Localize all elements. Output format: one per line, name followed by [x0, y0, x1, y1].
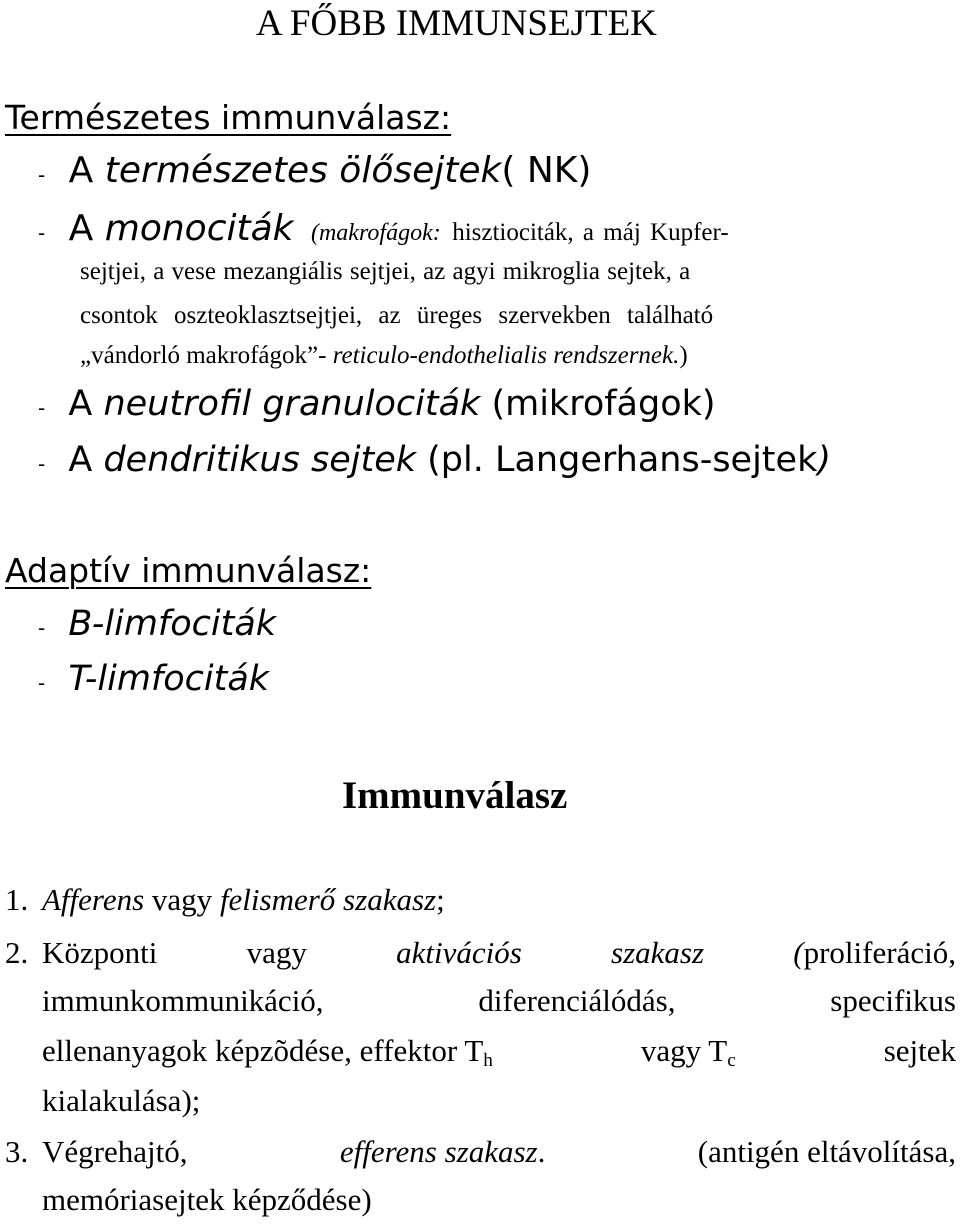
list-item-mono — [38, 208, 729, 249]
mono-line-1: hisztiociták, a máj Kupfer- — [452, 219, 729, 246]
bullet: - — [38, 616, 46, 640]
list-item-neutrofil — [38, 384, 716, 424]
b-cells: B-limfociták — [68, 604, 277, 644]
phase-2-proliferacio: proliferáció, — [803, 935, 956, 970]
nk-name: természetes ölősejtek — [104, 150, 502, 191]
phase-3-antigen: (antigén eltávolítása, — [697, 1134, 956, 1169]
list-item-b — [38, 604, 276, 644]
phase-2-sejtek: sejtek — [883, 1033, 956, 1068]
article: A — [68, 208, 94, 249]
phase-2-kozponti: Központi — [42, 935, 158, 970]
response-heading: Immunválasz — [342, 774, 568, 817]
bullet: - — [38, 163, 46, 187]
mono-line-4-plain: „vándorló makrofágok”- — [80, 342, 327, 369]
phase-2-line-1 — [42, 935, 956, 971]
subscript-h: h — [483, 1049, 493, 1071]
natural-heading: Természetes immunválasz: — [5, 98, 452, 137]
phase-2-paren: ( — [793, 935, 804, 970]
phase-2-vagy-t: vagy T — [640, 1033, 728, 1068]
phase-2-line-4: kialakulása); — [42, 1083, 201, 1118]
dendri-example: (pl. Langerhans-sejtek — [427, 440, 818, 480]
bullet: - — [38, 221, 46, 245]
dendri-close: ) — [817, 440, 831, 480]
phase-3-line-2: memóriasejtek képződése) — [42, 1182, 372, 1217]
phase-1-end: ; — [436, 882, 445, 917]
phase-1 — [42, 882, 445, 918]
list-item-nk — [38, 150, 591, 191]
phase-2-line-3 — [42, 1033, 956, 1069]
phase-3-vegrehajto: Végrehajtó, — [42, 1134, 188, 1169]
mono-name: monociták — [104, 208, 294, 249]
article: A — [68, 150, 94, 191]
phase-3-line-1 — [42, 1134, 956, 1170]
phase-3-number: 3. — [5, 1134, 29, 1169]
list-item-t — [38, 659, 269, 699]
mono-line-4 — [80, 342, 688, 370]
mono-line-4-close: ) — [679, 342, 688, 369]
phase-3-period: . — [537, 1134, 546, 1169]
mono-line-3: csontok oszteoklasztsejtjei, az üreges szervekben található — [80, 302, 714, 329]
t-cells: T-limfociták — [68, 659, 270, 699]
mono-line-4-italic: reticulo-endothelialis rendszernek. — [332, 342, 680, 369]
adaptive-heading: Adaptív immunválasz: — [5, 551, 372, 590]
list-item-dendritic — [38, 440, 831, 480]
makro-label: (makrofágok: — [310, 220, 441, 246]
phase-1-felismero: felismerő szakasz — [219, 882, 437, 917]
phase-1-number: 1. — [5, 882, 29, 917]
bullet: - — [38, 452, 46, 476]
nk-paren: ( NK) — [501, 150, 592, 191]
phase-2-aktivacios: aktivációs — [396, 935, 522, 970]
mono-line-2: sejtjei, a vese mezangiális sejtjei, az agyi mikroglia sejtek, a — [80, 258, 691, 285]
phase-1-vagy: vagy — [151, 882, 213, 917]
phase-2-szakasz: szakasz — [611, 935, 705, 970]
phase-2-vagy: vagy — [246, 935, 307, 970]
phase-2-line-2: immunkommunikáció, diferenciálódás, specifikus — [42, 983, 956, 1018]
article: A — [68, 440, 93, 480]
page-title: A FŐBB IMMUNSEJTEK — [256, 3, 657, 44]
phase-2-number: 2. — [5, 935, 29, 970]
dendri-name: dendritikus sejtek — [103, 440, 416, 480]
article: A — [68, 384, 93, 424]
phase-1-afferens: Afferens — [42, 882, 145, 917]
phase-2-effektor: ellenanyagok képzõdése, effektor T — [42, 1033, 484, 1068]
neutro-name: neutrofil granulociták — [103, 384, 481, 424]
bullet: - — [38, 396, 46, 420]
phase-3-efferens: efferens szakasz — [339, 1134, 538, 1169]
subscript-c: c — [727, 1049, 736, 1071]
bullet: - — [38, 671, 46, 695]
neutro-paren: (mikrofágok) — [491, 384, 716, 424]
